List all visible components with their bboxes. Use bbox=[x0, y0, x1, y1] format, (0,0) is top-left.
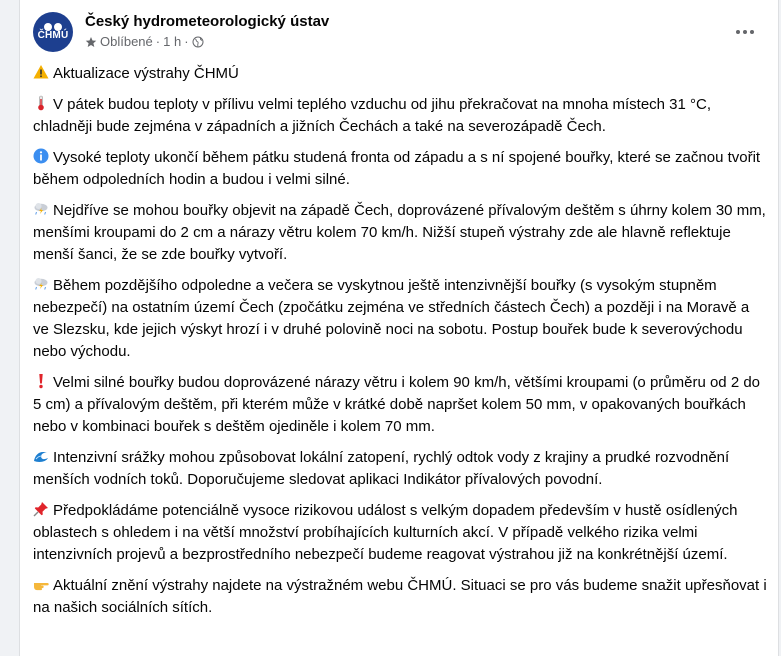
thunder-cloud-icon bbox=[33, 201, 49, 217]
post-meta bbox=[85, 34, 204, 49]
meta-separator: · bbox=[155, 34, 161, 49]
paragraph-text: Intenzivní srážky mohou způsobovat lokální zatopení, rychlý odtok vody z krajiny a prudké rozvodnění menších vodních toků. Doporučujeme sledovat aplikaci Indikátor přívalových povodní. bbox=[33, 449, 730, 488]
warning-icon bbox=[33, 64, 49, 80]
paragraph-text: V pátek budou teploty v přílivu velmi teplého vzduchu od jihu překračovat na mnoha místech 31 °C, chladněji bude zejména v západních a jižních Čechách a také na severozápadě Čech. bbox=[33, 96, 712, 135]
logo-dots bbox=[33, 18, 73, 30]
paragraph-text: Nejdříve se mohou bouřky objevit na západě Čech, doprovázené přívalovým deštěm s úhrny kolem 30 mm, menšími kroupami do 2 cm a nárazy větru kolem 70 km/h. Nižší stupeň výstrahy zde ale hlavně reflektuje menší šanci, že se zde bouřky vytvoří. bbox=[33, 202, 766, 263]
paragraph-links bbox=[33, 575, 768, 619]
post-card bbox=[19, 0, 779, 656]
wave-icon bbox=[33, 448, 49, 464]
pointing-hand-icon bbox=[33, 576, 49, 592]
paragraph-storms-west bbox=[33, 200, 768, 266]
paragraph-warning bbox=[33, 63, 768, 85]
post-body bbox=[33, 63, 768, 628]
post-time[interactable]: 1 h bbox=[163, 34, 182, 49]
paragraph-temperature bbox=[33, 94, 768, 138]
paragraph-text: Během pozdějšího odpoledne a večera se vyskytnou ještě intenzivnější bouřky (s vysokým stupněm nebezpečí) na ostatním území Čech (zpočátku zejména ve středních částech Čech) a později i na Moravě a ve Slezsku, kde jejich výskyt hrozí i v druhé polovině noci na sobotu. Postup bouřek bude k severovýchodu nebo východu. bbox=[33, 277, 750, 360]
paragraph-risk bbox=[33, 500, 768, 566]
page-name[interactable]: Český hydrometeorologický ústav bbox=[85, 13, 330, 30]
exclamation-icon bbox=[33, 373, 49, 389]
star-icon bbox=[85, 36, 97, 48]
avatar-logo-text: ČHMÚ bbox=[37, 30, 69, 41]
globe-icon[interactable] bbox=[192, 36, 204, 48]
more-options-icon bbox=[736, 30, 740, 34]
paragraph-info bbox=[33, 147, 768, 191]
thermometer-icon bbox=[33, 95, 49, 111]
post-header bbox=[33, 12, 765, 56]
more-options-icon-dot bbox=[750, 30, 754, 34]
paragraph-text: Aktuální znění výstrahy najdete na výstražném webu ČHMÚ. Situaci se pro vás budeme snažit upřesňovat i na našich sociálních sítích. bbox=[33, 577, 767, 616]
more-options-button[interactable] bbox=[727, 18, 763, 46]
meta-separator: · bbox=[184, 34, 189, 49]
paragraph-storms-intense bbox=[33, 275, 768, 363]
paragraph-text: Aktualizace výstrahy ČHMÚ bbox=[53, 65, 239, 82]
info-icon bbox=[33, 148, 49, 164]
thunder-cloud-icon bbox=[33, 276, 49, 292]
paragraph-text: Vysoké teploty ukončí během pátku studená fronta od západu a s ní spojené bouřky, které se začnou tvořit během odpoledních hodin a budou i velmi silné. bbox=[33, 149, 761, 188]
paragraph-flooding bbox=[33, 447, 768, 491]
pushpin-icon bbox=[33, 501, 49, 517]
paragraph-text: Předpokládáme potenciálně vysoce rizikovou událost s velkým dopadem především v hustě osídlených oblastech s ohledem i na větší množství probíhajících kulturních akcí. V případě velkého rizika velmi intenzivních projevů a bezprostředního nebezpečí budeme reagovat výstrahou již na konkrétnější území. bbox=[33, 502, 738, 563]
paragraph-severe bbox=[33, 372, 768, 438]
avatar[interactable] bbox=[33, 12, 73, 52]
more-options-icon-dot bbox=[743, 30, 747, 34]
favorites-label[interactable]: Oblíbené bbox=[100, 34, 153, 49]
paragraph-text: Velmi silné bouřky budou doprovázené nárazy větru i kolem 90 km/h, většími kroupami (o průměru od 2 do 5 cm) a přívalovým deštěm, při kterém může v krátké době napršet kolem 50 mm, v opakovaných bouřkách nebo v kombinaci bouřek s deštěm ojediněle i kolem 70 mm. bbox=[33, 374, 761, 435]
